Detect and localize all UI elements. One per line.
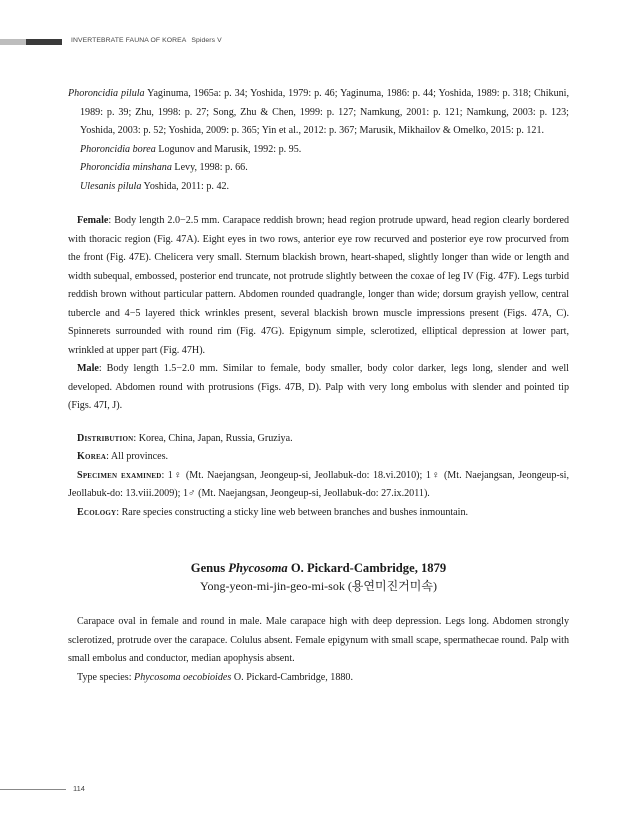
ecology xyxy=(68,504,569,523)
series-title: INVERTEBRATE FAUNA OF KOREA xyxy=(71,37,187,44)
synonym-entry xyxy=(68,178,569,197)
genus-korean-name: Yong-yeon-mi-jin-geo-mi-sok (용연미진거미속) xyxy=(200,579,437,593)
synonym-ref: Logunov and Marusik, 1992: p. 95. xyxy=(155,143,302,155)
header-bar-dark xyxy=(26,39,62,45)
korea-distribution xyxy=(68,448,569,467)
genus-author: O. Pickard-Cambridge, 1879 xyxy=(287,561,447,575)
female-description xyxy=(68,212,569,360)
synonym-entry xyxy=(68,159,569,178)
genus-name: Phycosoma xyxy=(228,561,288,575)
specimens-examined xyxy=(68,467,569,504)
genus-heading: Genus Phycosoma O. Pickard-Cambridge, 1879 xyxy=(190,561,447,575)
page-number: 114 xyxy=(73,784,85,793)
distribution-text: : Korea, China, Japan, Russia, Gruziya. xyxy=(133,432,293,444)
distribution xyxy=(68,430,569,449)
volume-title: Spiders V xyxy=(191,37,222,44)
specimens-text: : 1♀ (Mt. Naejangsan, Jeongeup-si, Jeollabuk-do: 18.vi.2010); 1♀ (Mt. Naejangsan, Jeongeup-si, Jeollabuk-do: 13.viii.2009); 1♂ (Mt. Naejangsan, Jeongeup-si, Jeollabuk-do: 27.ix.2011). xyxy=(68,469,569,499)
ecology-text: : Rare species constructing a sticky line web between branches and bushes inmountain. xyxy=(116,506,469,518)
genus-description: Carapace oval in female and round in male. Male carapace high with deep depression. Legs long. Abdomen strongly sclerotized, protrude over the carapace. Colulus absent. Female epigynum with small scape, spermathecae round. Palp with small embolus and conductor, median apophysis absent. xyxy=(68,616,569,664)
page-content xyxy=(68,85,569,687)
ecology-label: Ecology xyxy=(77,506,117,518)
specimens-label: Specimen examined xyxy=(77,469,162,481)
synonym-entry xyxy=(68,85,569,141)
female-label: Female xyxy=(77,215,109,226)
synonym-ref: Yaginuma, 1965a: p. 34; Yoshida, 1979: p. 46; Yaginuma, 1986: p. 44; Yoshida, 1989: p. 318; Chikuni, 1989: p. 39; Zhu, 1998: p. 27; Song, Zhu & Chen, 1999: p. 127; Namkung, 2001: p. 121; Namkung, 2003: p. 123; Yoshida, 2003: p. 52; Yoshida, 2009: p. 365; Yin et al., 2012: p. 367; Marusik, Mikhailov & Omelko, 2015: p. 121. xyxy=(80,88,569,136)
type-species-author: O. Pickard-Cambridge, 1880. xyxy=(231,671,353,683)
synonym-ref: Yoshida, 2011: p. 42. xyxy=(141,180,230,192)
female-text: : Body length 2.0−2.5 mm. Carapace reddish brown; head region protrude upward, head region clearly bordered with thoracic region (Fig. 47A). Eight eyes in two rows, anterior eye row recurved and posterior eye row procurved from the front (Fig. 47E). Chelicera very small. Sternum blackish brown, heart-shaped, slightly longer than wide or length and width subequal, embossed, posterior end truncate, not protrude slightly between the coxae of leg IV (Fig. 47F). Legs turbid reddish brown without particular pattern. Abdomen rounded quadrangle, longer than wide; dorsum grayish yellow, central tubercle and 4−5 layered thick wrinkles present, several blackish brown muscle impressions present (Figs. 47A, C). Spinnerets surrounded with round rim (Fig. 47G). Epigynum simple, sclerotized, elliptical depression at lower part, wrinkled at upper part (Fig. 47H). xyxy=(68,215,569,356)
male-label: Male xyxy=(77,363,99,374)
synonym-name: Phoroncidia pilula xyxy=(68,88,145,99)
male-text: : Body length 1.5−2.0 mm. Similar to female, body smaller, body color darker, legs long, slender and well developed. Abdomen round with protrusions (Figs. 47B, D). Palp with very long embolus with slender and pointed tip (Figs. 47I, J). xyxy=(68,363,569,411)
korea-text: : All provinces. xyxy=(106,451,169,462)
distribution-label: Distribution xyxy=(77,432,134,444)
male-description xyxy=(68,360,569,416)
type-species: Type species: Phycosoma oecobioides O. Pickard-Cambridge, 1880. xyxy=(77,671,353,683)
synonym-name: Ulesanis pilula xyxy=(80,180,142,192)
type-species-name: Phycosoma oecobioides xyxy=(134,671,232,683)
synonym-entry xyxy=(68,141,569,160)
footer-rule xyxy=(0,789,66,790)
running-header xyxy=(71,37,222,44)
korea-label: Korea xyxy=(77,451,107,462)
synonym-ref: Levy, 1998: p. 66. xyxy=(171,162,248,173)
synonym-name: Phoroncidia minshana xyxy=(80,162,172,173)
header-bar-grey xyxy=(0,39,26,45)
synonym-name: Phoroncidia borea xyxy=(80,143,156,155)
